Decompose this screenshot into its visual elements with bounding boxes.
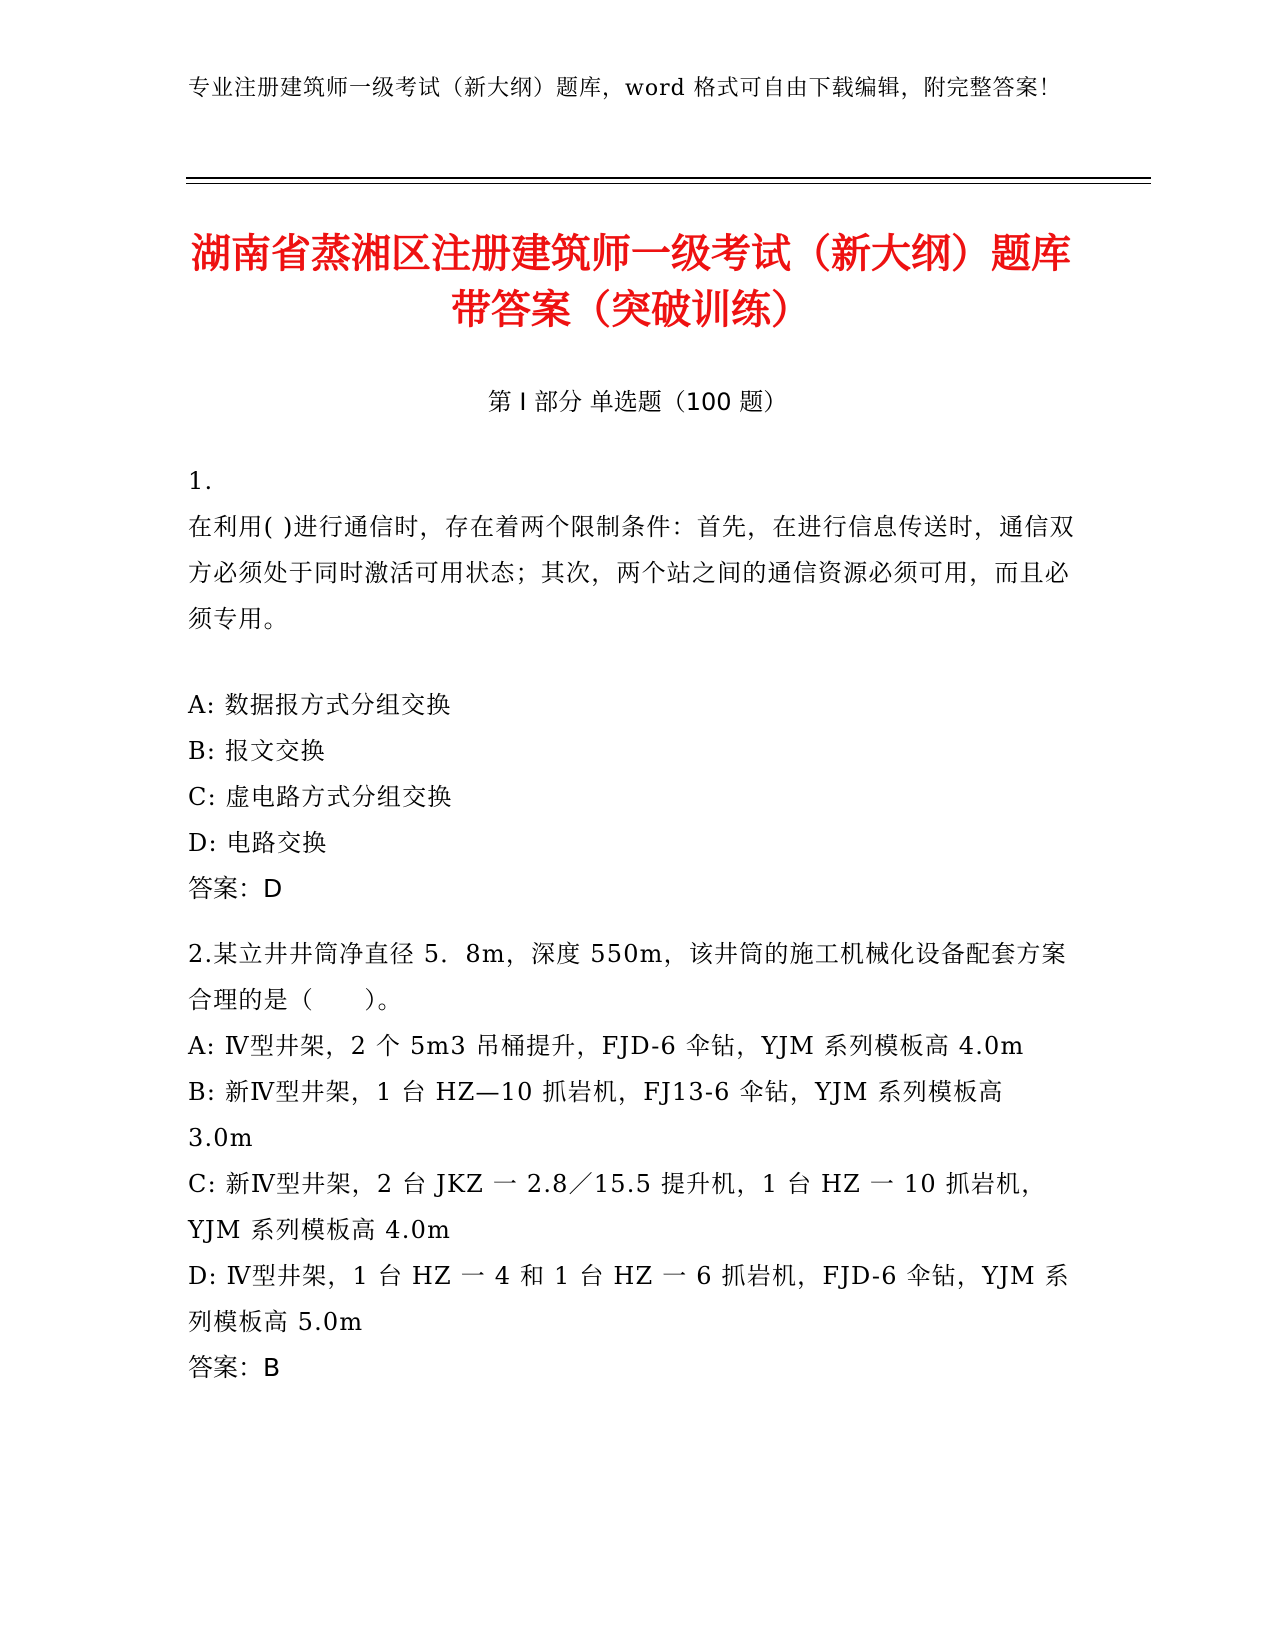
option-a: A: 数据报方式分组交换 — [188, 691, 452, 719]
option-d: D: Ⅳ型井架，1 台 HZ 一 4 和 1 台 HZ 一 6 抓岩机，FJD-6 伞钻，YJM 系列模板高 5.0m — [188, 1262, 1070, 1336]
answer: 答案：B — [188, 1353, 281, 1382]
option-c: C: 虚电路方式分组交换 — [188, 783, 453, 811]
question-stem-text: 某立井井筒净直径 5．8m，深度 550m，该井筒的施工机械化设备配套方案合理的是（ ）。 — [188, 940, 1067, 1014]
section-heading: 第 I 部分 单选题（100 题） — [487, 388, 788, 416]
question-stem — [188, 931, 1078, 1023]
question-stem: 在利用( )进行通信时，存在着两个限制条件：首先，在进行信息传送时，通信双方必须处于同时激活可用状态；其次，两个站之间的通信资源必须可用，而且必须专用。 — [188, 513, 1075, 633]
header-rule-thin — [186, 183, 1151, 184]
header-rule-thick — [186, 177, 1151, 179]
document-title: 湖南省蒸湘区注册建筑师一级考试（新大纲）题库带答案（突破训练） — [191, 231, 1071, 333]
answer: 答案：D — [188, 874, 283, 903]
option-a: A: Ⅳ型井架，2 个 5m3 吊桶提升，FJD-6 伞钻，YJM 系列模板高 4.0m — [188, 1032, 1025, 1060]
option-b: B: 报文交换 — [188, 737, 326, 765]
option-c: C: 新Ⅳ型井架，2 台 JKZ 一 2.8／15.5 提升机，1 台 HZ 一 10 抓岩机，YJM 系列模板高 4.0m — [188, 1170, 1047, 1244]
question-1 — [188, 458, 1078, 912]
option-b: B: 新Ⅳ型井架，1 台 HZ—10 抓岩机，FJ13-6 伞钻，YJM 系列模板高 3.0m — [188, 1078, 1004, 1152]
spacer — [188, 642, 1078, 682]
question-number: 2. — [188, 940, 214, 968]
question-number: 1. — [188, 467, 214, 495]
header-note: 专业注册建筑师一级考试（新大纲）题库，word 格式可自由下载编辑，附完整答案！ — [188, 76, 1062, 101]
option-d: D: 电路交换 — [188, 829, 328, 857]
question-2 — [188, 931, 1078, 1391]
